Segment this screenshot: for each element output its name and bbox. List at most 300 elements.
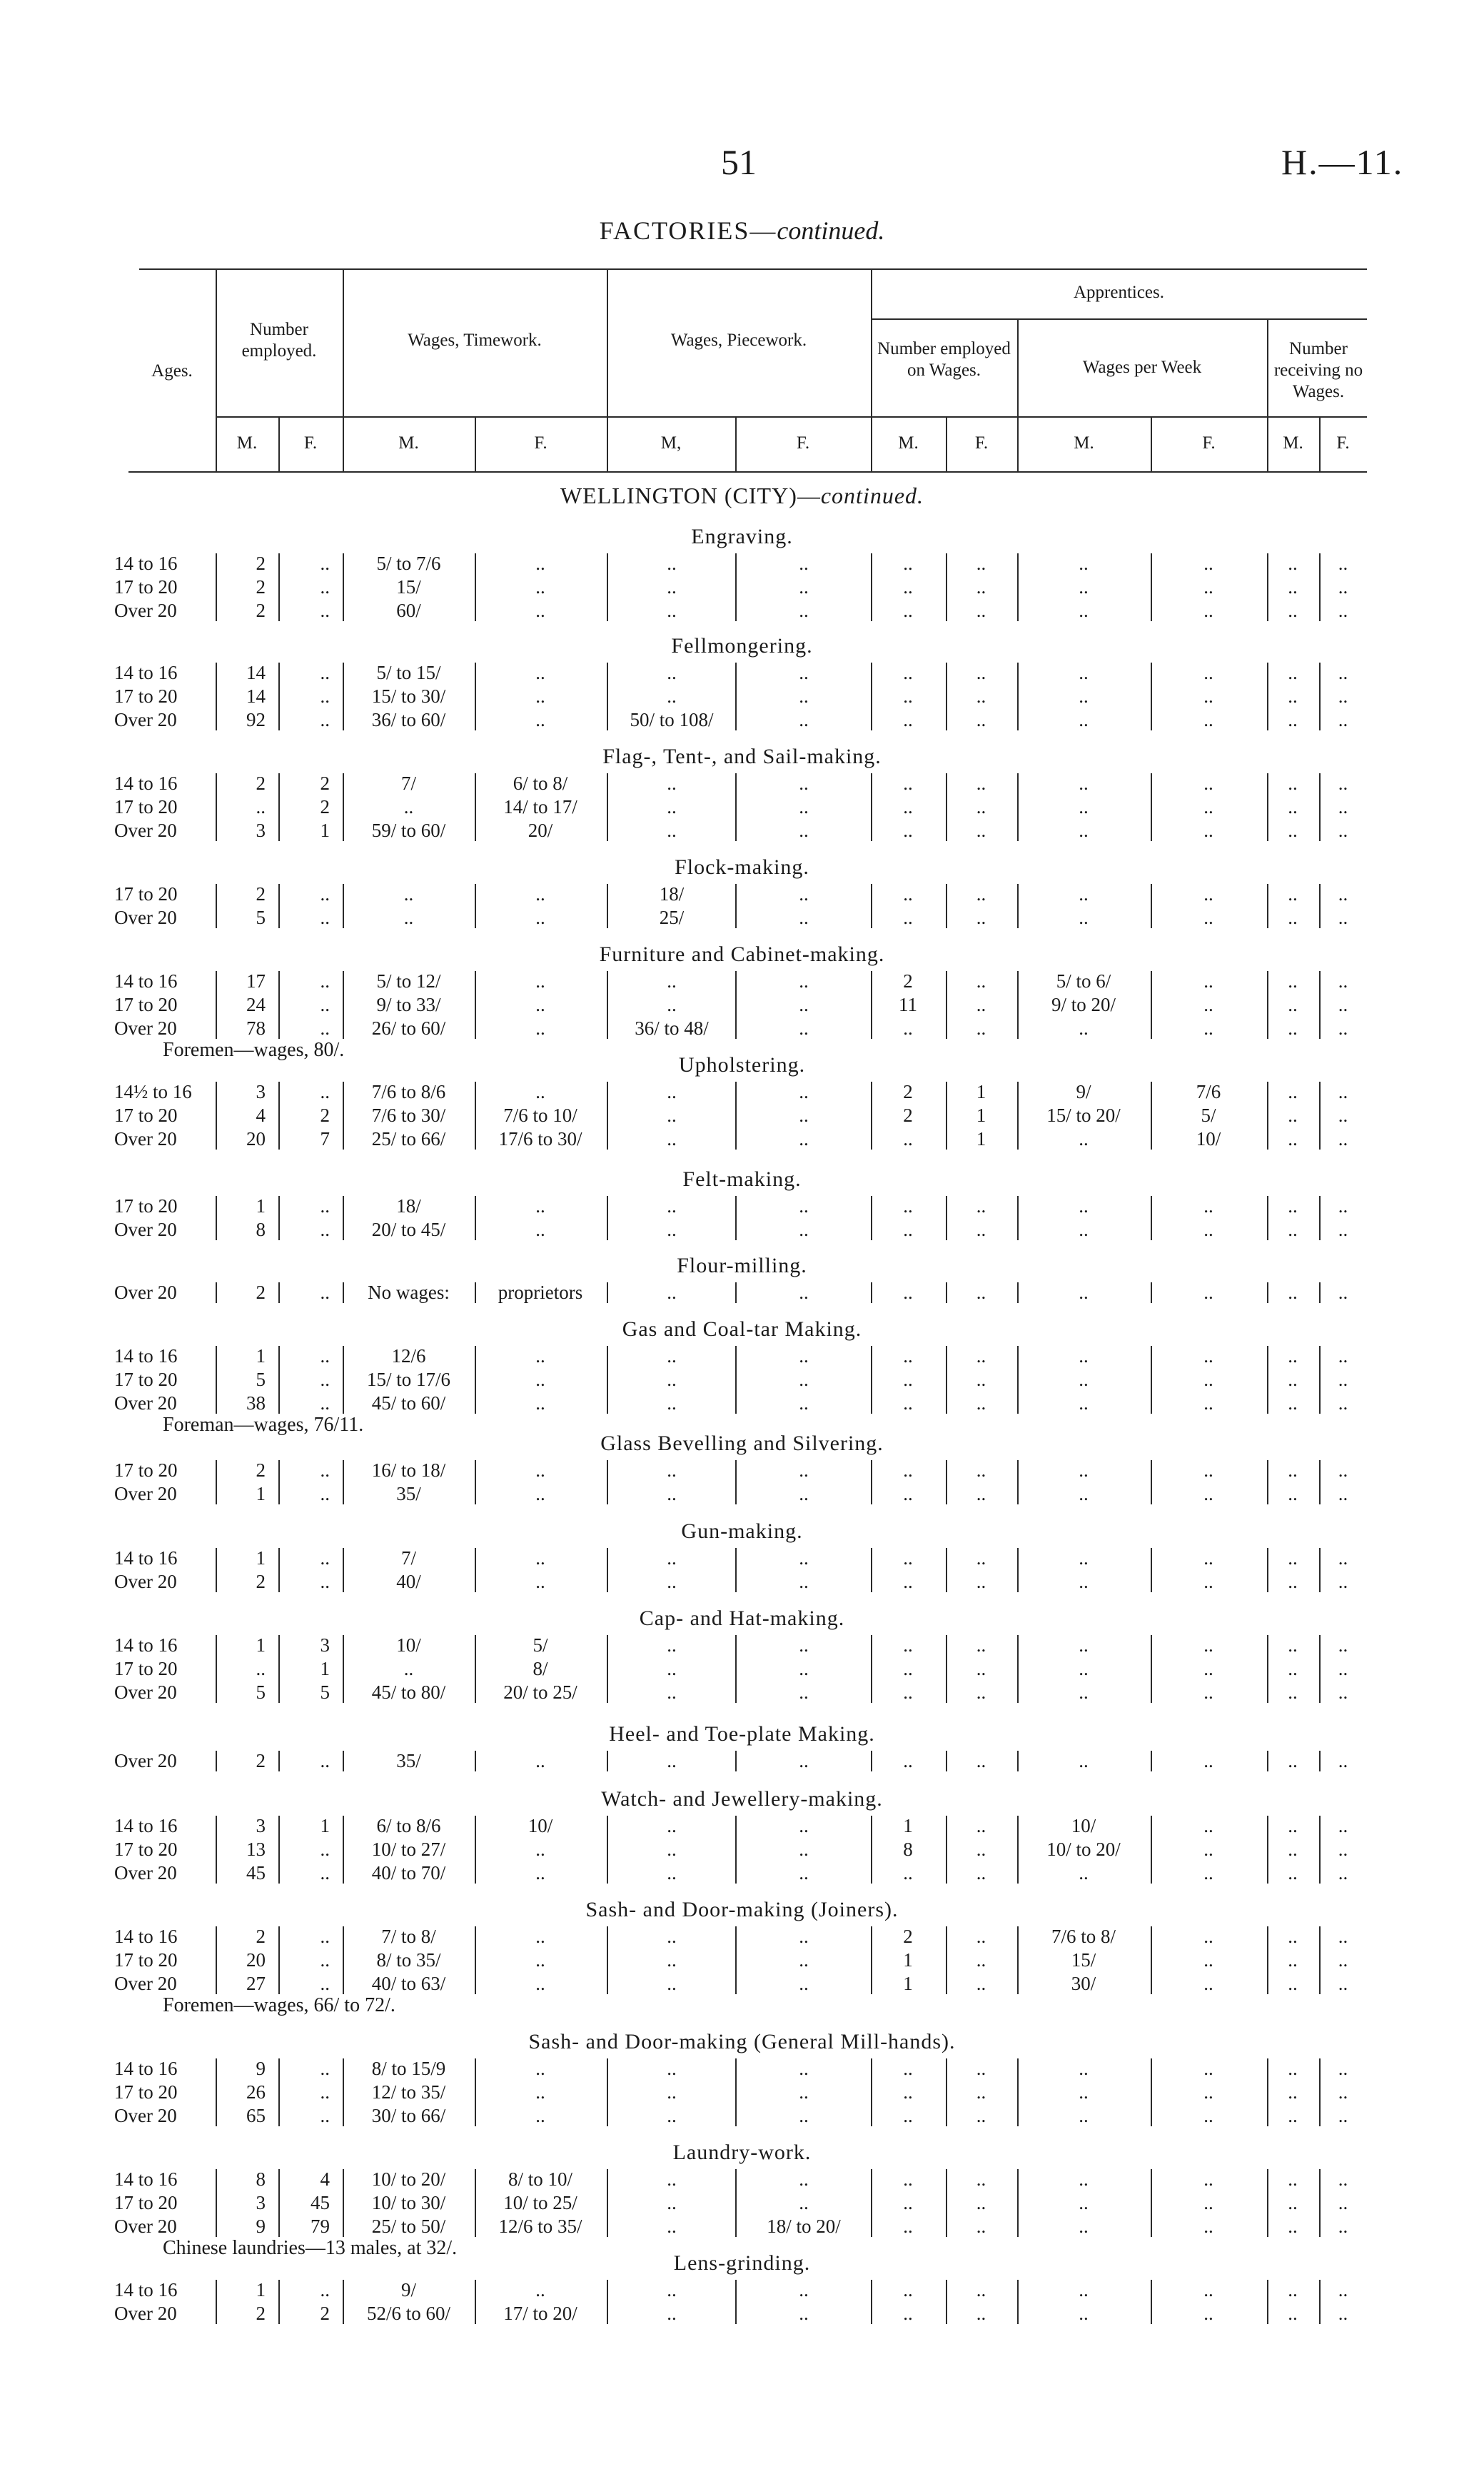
cell-wm: 7/6 to 8/6 <box>371 1081 446 1102</box>
cell-wf: 10/ <box>528 1815 553 1836</box>
section-title: Cap- and Hat-making. <box>639 1606 845 1630</box>
cell-wf: 20/ <box>528 820 553 841</box>
cell-m: 2 <box>256 1571 266 1592</box>
cell-pf: .. <box>799 1571 809 1592</box>
age-cell: 17 to 20 <box>114 2081 178 2103</box>
cell-f: .. <box>320 1571 330 1592</box>
cell-nwm: .. <box>1288 1081 1298 1102</box>
cell-f: .. <box>320 1017 330 1039</box>
age-cell: Over 20 <box>114 2105 177 2126</box>
section-title: Watch- and Jewellery-making. <box>601 1787 883 1811</box>
cell-f: .. <box>320 576 330 598</box>
cell-wf: .. <box>535 1459 545 1481</box>
cell-anf: .. <box>976 1392 986 1414</box>
cell-awm: 7/6 to 8/ <box>1051 1926 1116 1947</box>
cell-pm: .. <box>667 1750 677 1771</box>
cell-nwf: .. <box>1338 1839 1348 1860</box>
cell-nwf: .. <box>1338 1750 1348 1771</box>
cell-wm: 20/ to 45/ <box>371 1219 446 1240</box>
age-cell: Over 20 <box>114 2216 177 2237</box>
cell-m: 1 <box>256 2279 266 2301</box>
cell-pm: .. <box>667 1547 677 1569</box>
cell-f: .. <box>320 600 330 621</box>
cell-wf: 17/6 to 30/ <box>498 1128 582 1150</box>
cell-wm: 16/ to 18/ <box>371 1459 446 1481</box>
age-cell: 14 to 16 <box>114 553 178 574</box>
table-row <box>0 2104 1484 2127</box>
cell-awm: .. <box>1079 1571 1089 1592</box>
age-cell: 17 to 20 <box>114 685 178 707</box>
section-title: Flag-, Tent-, and Sail-making. <box>602 745 882 768</box>
cell-pm: .. <box>667 2081 677 2103</box>
page-number: 51 <box>721 142 757 182</box>
cell-pm: .. <box>667 1459 677 1481</box>
cell-pm: .. <box>667 2279 677 2301</box>
cell-nwm: .. <box>1288 1973 1298 1994</box>
cell-wf: .. <box>535 1839 545 1860</box>
age-cell: 17 to 20 <box>114 994 178 1015</box>
age-cell: Over 20 <box>114 820 177 841</box>
section-title: Laundry-work. <box>672 2141 812 2164</box>
cell-wm: .. <box>403 883 414 905</box>
cell-wm: 59/ to 60/ <box>371 820 446 841</box>
cell-anf: .. <box>976 1681 986 1703</box>
cell-anf: .. <box>976 685 986 707</box>
cell-wm: 5/ to 7/6 <box>376 553 441 574</box>
age-cell: 14 to 16 <box>114 1815 178 1836</box>
cell-anf: .. <box>976 1547 986 1569</box>
table-row <box>0 1392 1484 1414</box>
subheader-rule <box>216 416 1367 418</box>
cell-pf: .. <box>799 1750 809 1771</box>
cell-anf: 1 <box>976 1105 986 1126</box>
table-row <box>0 1570 1484 1593</box>
cell-wf: 7/6 to 10/ <box>503 1105 577 1126</box>
cell-nwf: .. <box>1338 2303 1348 2324</box>
apprentices-rule <box>871 318 1367 320</box>
cell-pf: .. <box>799 1392 809 1414</box>
age-cell: Over 20 <box>114 2303 177 2324</box>
cell-pm: .. <box>667 1128 677 1150</box>
age-cell: 17 to 20 <box>114 1658 178 1679</box>
age-cell: Over 20 <box>114 1571 177 1592</box>
cell-wm: 35/ <box>396 1483 421 1504</box>
section-title: Engraving. <box>691 525 793 548</box>
cell-wm: No wages: <box>368 1282 450 1303</box>
cell-awm: .. <box>1079 2058 1089 2079</box>
cell-m: 2 <box>256 883 266 905</box>
cell-awf: .. <box>1203 1634 1213 1656</box>
header-m: M, <box>660 433 682 453</box>
cell-f: 1 <box>320 820 330 841</box>
cell-anm: 2 <box>903 1105 913 1126</box>
cell-awf: .. <box>1203 2216 1213 2237</box>
region-suffix: continued. <box>820 483 924 508</box>
cell-awm: .. <box>1079 820 1089 841</box>
header-f: F. <box>796 433 810 453</box>
cell-nwm: .. <box>1288 1634 1298 1656</box>
cell-awf: .. <box>1203 1949 1213 1971</box>
cell-awf: .. <box>1203 600 1213 621</box>
cell-m: 2 <box>256 1926 266 1947</box>
table-row <box>0 1925 1484 1948</box>
cell-anf: .. <box>976 1459 986 1481</box>
cell-wf: .. <box>535 1973 545 1994</box>
cell-wm: 45/ to 60/ <box>371 1392 446 1414</box>
cell-anm: .. <box>903 553 913 574</box>
age-cell: Over 20 <box>114 1219 177 1240</box>
cell-pf: .. <box>799 1839 809 1860</box>
cell-anm: .. <box>903 1282 913 1303</box>
cell-nwm: .. <box>1288 1750 1298 1771</box>
cell-wf: .. <box>535 709 545 730</box>
cell-pf: .. <box>799 576 809 598</box>
cell-awf: .. <box>1203 576 1213 598</box>
table-row <box>0 795 1484 818</box>
age-cell: 17 to 20 <box>114 1105 178 1126</box>
cell-wm: 5/ to 12/ <box>376 970 441 992</box>
cell-f: .. <box>320 1195 330 1217</box>
cell-pm: .. <box>667 662 677 683</box>
cell-wm: 5/ to 15/ <box>376 662 441 683</box>
cell-m: 38 <box>246 1392 266 1414</box>
section-note: Foremen—wages, 66/ to 72/. <box>163 1994 395 2016</box>
cell-nwf: .. <box>1338 2058 1348 2079</box>
cell-m: 9 <box>256 2058 266 2079</box>
age-cell: Over 20 <box>114 1750 177 1771</box>
cell-nwf: .. <box>1338 2279 1348 2301</box>
cell-nwf: .. <box>1338 2081 1348 2103</box>
cell-awf: .. <box>1203 1195 1213 1217</box>
cell-awm: 10/ to 20/ <box>1046 1839 1121 1860</box>
cell-anm: .. <box>903 1369 913 1390</box>
cell-anm: .. <box>903 1345 913 1367</box>
page-title-italic: continued. <box>777 216 885 245</box>
cell-anm: .. <box>903 576 913 598</box>
cell-nwm: .. <box>1288 1195 1298 1217</box>
age-cell: Over 20 <box>114 709 177 730</box>
cell-wm: 7/ <box>400 1547 416 1569</box>
cell-anf: .. <box>976 2303 986 2324</box>
cell-wf: .. <box>535 1571 545 1592</box>
region-name: WELLINGTON (CITY)— <box>560 483 821 508</box>
cell-awm: .. <box>1079 2279 1089 2301</box>
age-cell: 17 to 20 <box>114 1369 178 1390</box>
cell-nwm: .. <box>1288 907 1298 928</box>
cell-nwm: .. <box>1288 994 1298 1015</box>
cell-wf: 17/ to 20/ <box>503 2303 577 2324</box>
cell-anf: .. <box>976 773 986 794</box>
cell-awm: .. <box>1079 662 1089 683</box>
age-cell: 17 to 20 <box>114 1949 178 1971</box>
cell-wf: .. <box>535 576 545 598</box>
page-title-main: FACTORIES— <box>599 216 777 245</box>
cell-anf: .. <box>976 2058 986 2079</box>
cell-wm: 40/ <box>396 1571 421 1592</box>
cell-f: .. <box>320 1862 330 1884</box>
cell-m: 26 <box>246 2081 266 2103</box>
cell-awf: .. <box>1203 1483 1213 1504</box>
cell-m: 1 <box>256 1483 266 1504</box>
cell-pm: .. <box>667 1483 677 1504</box>
cell-f: 2 <box>320 1105 330 1126</box>
cell-pf: .. <box>799 1658 809 1679</box>
cell-nwf: .. <box>1338 1369 1348 1390</box>
cell-pf: .. <box>799 2105 809 2126</box>
cell-anf: 1 <box>976 1081 986 1102</box>
cell-awm: .. <box>1079 1547 1089 1569</box>
cell-f: 4 <box>320 2168 330 2190</box>
cell-pm: .. <box>667 1105 677 1126</box>
cell-nwm: .. <box>1288 553 1298 574</box>
cell-anf: .. <box>976 820 986 841</box>
cell-nwf: .. <box>1338 1017 1348 1039</box>
cell-awm: .. <box>1079 907 1089 928</box>
table-row <box>0 1838 1484 1861</box>
cell-wm: 8/ to 35/ <box>376 1949 441 1971</box>
cell-nwm: .. <box>1288 1483 1298 1504</box>
table-row <box>0 819 1484 842</box>
cell-wf: 10/ to 25/ <box>503 2192 577 2213</box>
cell-nwm: .. <box>1288 1571 1298 1592</box>
cell-f: .. <box>320 994 330 1015</box>
cell-nwf: .. <box>1338 1926 1348 1947</box>
cell-awf: .. <box>1203 2303 1213 2324</box>
cell-wm: 7/ <box>400 773 416 794</box>
cell-awf: .. <box>1203 1547 1213 1569</box>
cell-awf: .. <box>1203 1017 1213 1039</box>
cell-awm: .. <box>1079 1862 1089 1884</box>
section-title: Felt-making. <box>682 1167 802 1191</box>
age-cell: 14 to 16 <box>114 2279 178 2301</box>
cell-nwf: .. <box>1338 773 1348 794</box>
cell-nwf: .. <box>1338 796 1348 818</box>
cell-anm: .. <box>903 2192 913 2213</box>
cell-anm: .. <box>903 1571 913 1592</box>
cell-wm: 45/ to 80/ <box>371 1681 446 1703</box>
cell-nwm: .. <box>1288 662 1298 683</box>
cell-awm: .. <box>1079 1369 1089 1390</box>
age-cell: Over 20 <box>114 1017 177 1039</box>
cell-pm: 18/ <box>659 883 685 905</box>
cell-wf: .. <box>535 994 545 1015</box>
header-top-rule <box>139 268 1367 270</box>
cell-pm: .. <box>667 576 677 598</box>
cell-m: 1 <box>256 1634 266 1656</box>
cell-nwf: .. <box>1338 1128 1348 1150</box>
cell-nwm: .. <box>1288 970 1298 992</box>
table-row <box>0 2168 1484 2191</box>
cell-awm: .. <box>1079 576 1089 598</box>
cell-anm: .. <box>903 907 913 928</box>
section-title: Sash- and Door-making (General Mill-hands). <box>528 2030 956 2053</box>
cell-pm: .. <box>667 1369 677 1390</box>
cell-pm: .. <box>667 1973 677 1994</box>
cell-pf: .. <box>799 662 809 683</box>
cell-nwm: .. <box>1288 2303 1298 2324</box>
table-row <box>0 685 1484 708</box>
cell-f: 79 <box>311 2216 330 2237</box>
cell-nwf: .. <box>1338 685 1348 707</box>
cell-pm: .. <box>667 1862 677 1884</box>
cell-awf: .. <box>1203 1926 1213 1947</box>
header-m: M. <box>236 433 258 453</box>
cell-wf: .. <box>535 2279 545 2301</box>
cell-f: .. <box>320 1219 330 1240</box>
cell-m: 1 <box>256 1547 266 1569</box>
cell-nwf: .. <box>1338 1634 1348 1656</box>
cell-m: 65 <box>246 2105 266 2126</box>
cell-pm: .. <box>667 820 677 841</box>
cell-pm: .. <box>667 2216 677 2237</box>
cell-wf: 14/ to 17/ <box>503 796 577 818</box>
cell-awf: .. <box>1203 685 1213 707</box>
cell-nwm: .. <box>1288 1459 1298 1481</box>
cell-nwm: .. <box>1288 1926 1298 1947</box>
cell-awm: .. <box>1079 709 1089 730</box>
cell-anf: .. <box>976 1483 986 1504</box>
table-row <box>0 772 1484 795</box>
cell-nwm: .. <box>1288 1392 1298 1414</box>
cell-wf: .. <box>535 553 545 574</box>
cell-m: 2 <box>256 1750 266 1771</box>
cell-m: 1 <box>256 1345 266 1367</box>
region-heading <box>0 483 1484 509</box>
cell-nwm: .. <box>1288 883 1298 905</box>
cell-anm: .. <box>903 1128 913 1150</box>
cell-m: 1 <box>256 1195 266 1217</box>
cell-awm: .. <box>1079 1282 1089 1303</box>
cell-f: .. <box>320 662 330 683</box>
cell-f: 2 <box>320 796 330 818</box>
cell-pf: .. <box>799 2168 809 2190</box>
cell-pf: .. <box>799 1459 809 1481</box>
cell-wf: .. <box>535 1949 545 1971</box>
cell-anm: .. <box>903 2303 913 2324</box>
cell-awm: .. <box>1079 553 1089 574</box>
cell-pf: .. <box>799 2303 809 2324</box>
cell-pf: .. <box>799 1282 809 1303</box>
cell-nwf: .. <box>1338 1392 1348 1414</box>
age-cell: 14 to 16 <box>114 1634 178 1656</box>
cell-wm: 60/ <box>396 600 421 621</box>
cell-f: 5 <box>320 1681 330 1703</box>
cell-anm: .. <box>903 1459 913 1481</box>
cell-awf: .. <box>1203 883 1213 905</box>
cell-pf: .. <box>799 1815 809 1836</box>
cell-nwm: .. <box>1288 1681 1298 1703</box>
age-cell: 17 to 20 <box>114 883 178 905</box>
cell-anf: .. <box>976 600 986 621</box>
cell-wf: .. <box>535 1017 545 1039</box>
cell-pm: .. <box>667 1839 677 1860</box>
section-title: Fellmongering. <box>671 634 813 658</box>
cell-f: .. <box>320 2081 330 2103</box>
cell-nwm: .. <box>1288 2058 1298 2079</box>
age-cell: Over 20 <box>114 1681 177 1703</box>
header-ages: Ages. <box>151 361 193 381</box>
cell-awf: .. <box>1203 662 1213 683</box>
cell-anf: .. <box>976 1219 986 1240</box>
cell-anm: 1 <box>903 1815 913 1836</box>
cell-wf: .. <box>535 685 545 707</box>
cell-pf: .. <box>799 709 809 730</box>
cell-f: 1 <box>320 1658 330 1679</box>
cell-nwf: .. <box>1338 1483 1348 1504</box>
table-row <box>0 708 1484 731</box>
cell-f: .. <box>320 2279 330 2301</box>
cell-pf: .. <box>799 553 809 574</box>
cell-nwm: .. <box>1288 1839 1298 1860</box>
cell-nwm: .. <box>1288 1862 1298 1884</box>
cell-m: 8 <box>256 1219 266 1240</box>
cell-anf: .. <box>976 2216 986 2237</box>
cell-pm: .. <box>667 994 677 1015</box>
cell-awf: .. <box>1203 1973 1213 1994</box>
cell-wf: 5/ <box>532 1634 548 1656</box>
cell-pf: .. <box>799 970 809 992</box>
cell-wf: .. <box>535 2058 545 2079</box>
cell-anm: 1 <box>903 1949 913 1971</box>
cell-nwm: .. <box>1288 820 1298 841</box>
cell-wm: 18/ <box>396 1195 421 1217</box>
cell-pm: .. <box>667 773 677 794</box>
cell-awm: .. <box>1079 2081 1089 2103</box>
cell-wf: .. <box>535 1392 545 1414</box>
cell-pf: .. <box>799 1483 809 1504</box>
cell-wf: .. <box>535 2081 545 2103</box>
cell-f: .. <box>320 685 330 707</box>
cell-anm: .. <box>903 709 913 730</box>
cell-wm: 6/ to 8/6 <box>376 1815 441 1836</box>
cell-anf: .. <box>976 1926 986 1947</box>
section-title: Flock-making. <box>675 855 809 879</box>
cell-awm: .. <box>1079 1750 1089 1771</box>
cell-pf: .. <box>799 1634 809 1656</box>
cell-m: 14 <box>246 685 266 707</box>
cell-anf: .. <box>976 2081 986 2103</box>
header-f: F. <box>974 433 989 453</box>
cell-pf: .. <box>799 1105 809 1126</box>
cell-wf: .. <box>535 1369 545 1390</box>
cell-anf: .. <box>976 994 986 1015</box>
cell-awm: .. <box>1079 1658 1089 1679</box>
cell-nwm: .. <box>1288 2081 1298 2103</box>
cell-wm: .. <box>403 1658 414 1679</box>
table-row <box>0 2215 1484 2238</box>
cell-pf: .. <box>799 1547 809 1569</box>
cell-f: .. <box>320 1973 330 1994</box>
cell-pf: .. <box>799 1081 809 1102</box>
age-cell: Over 20 <box>114 1483 177 1504</box>
table-row <box>0 1861 1484 1884</box>
age-cell: 14 to 16 <box>114 1926 178 1947</box>
cell-f: .. <box>320 1547 330 1569</box>
cell-pf: .. <box>799 1926 809 1947</box>
cell-wm: 10/ to 20/ <box>371 2168 446 2190</box>
cell-anm: .. <box>903 1195 913 1217</box>
cell-pm: .. <box>667 2168 677 2190</box>
cell-anm: .. <box>903 1634 913 1656</box>
cell-m: 17 <box>246 970 266 992</box>
cell-awf: .. <box>1203 1369 1213 1390</box>
table-row <box>0 1080 1484 1103</box>
table-row <box>0 906 1484 929</box>
cell-m: 2 <box>256 1282 266 1303</box>
cell-awf: .. <box>1203 773 1213 794</box>
table-row <box>0 1127 1484 1150</box>
cell-awf: .. <box>1203 1681 1213 1703</box>
